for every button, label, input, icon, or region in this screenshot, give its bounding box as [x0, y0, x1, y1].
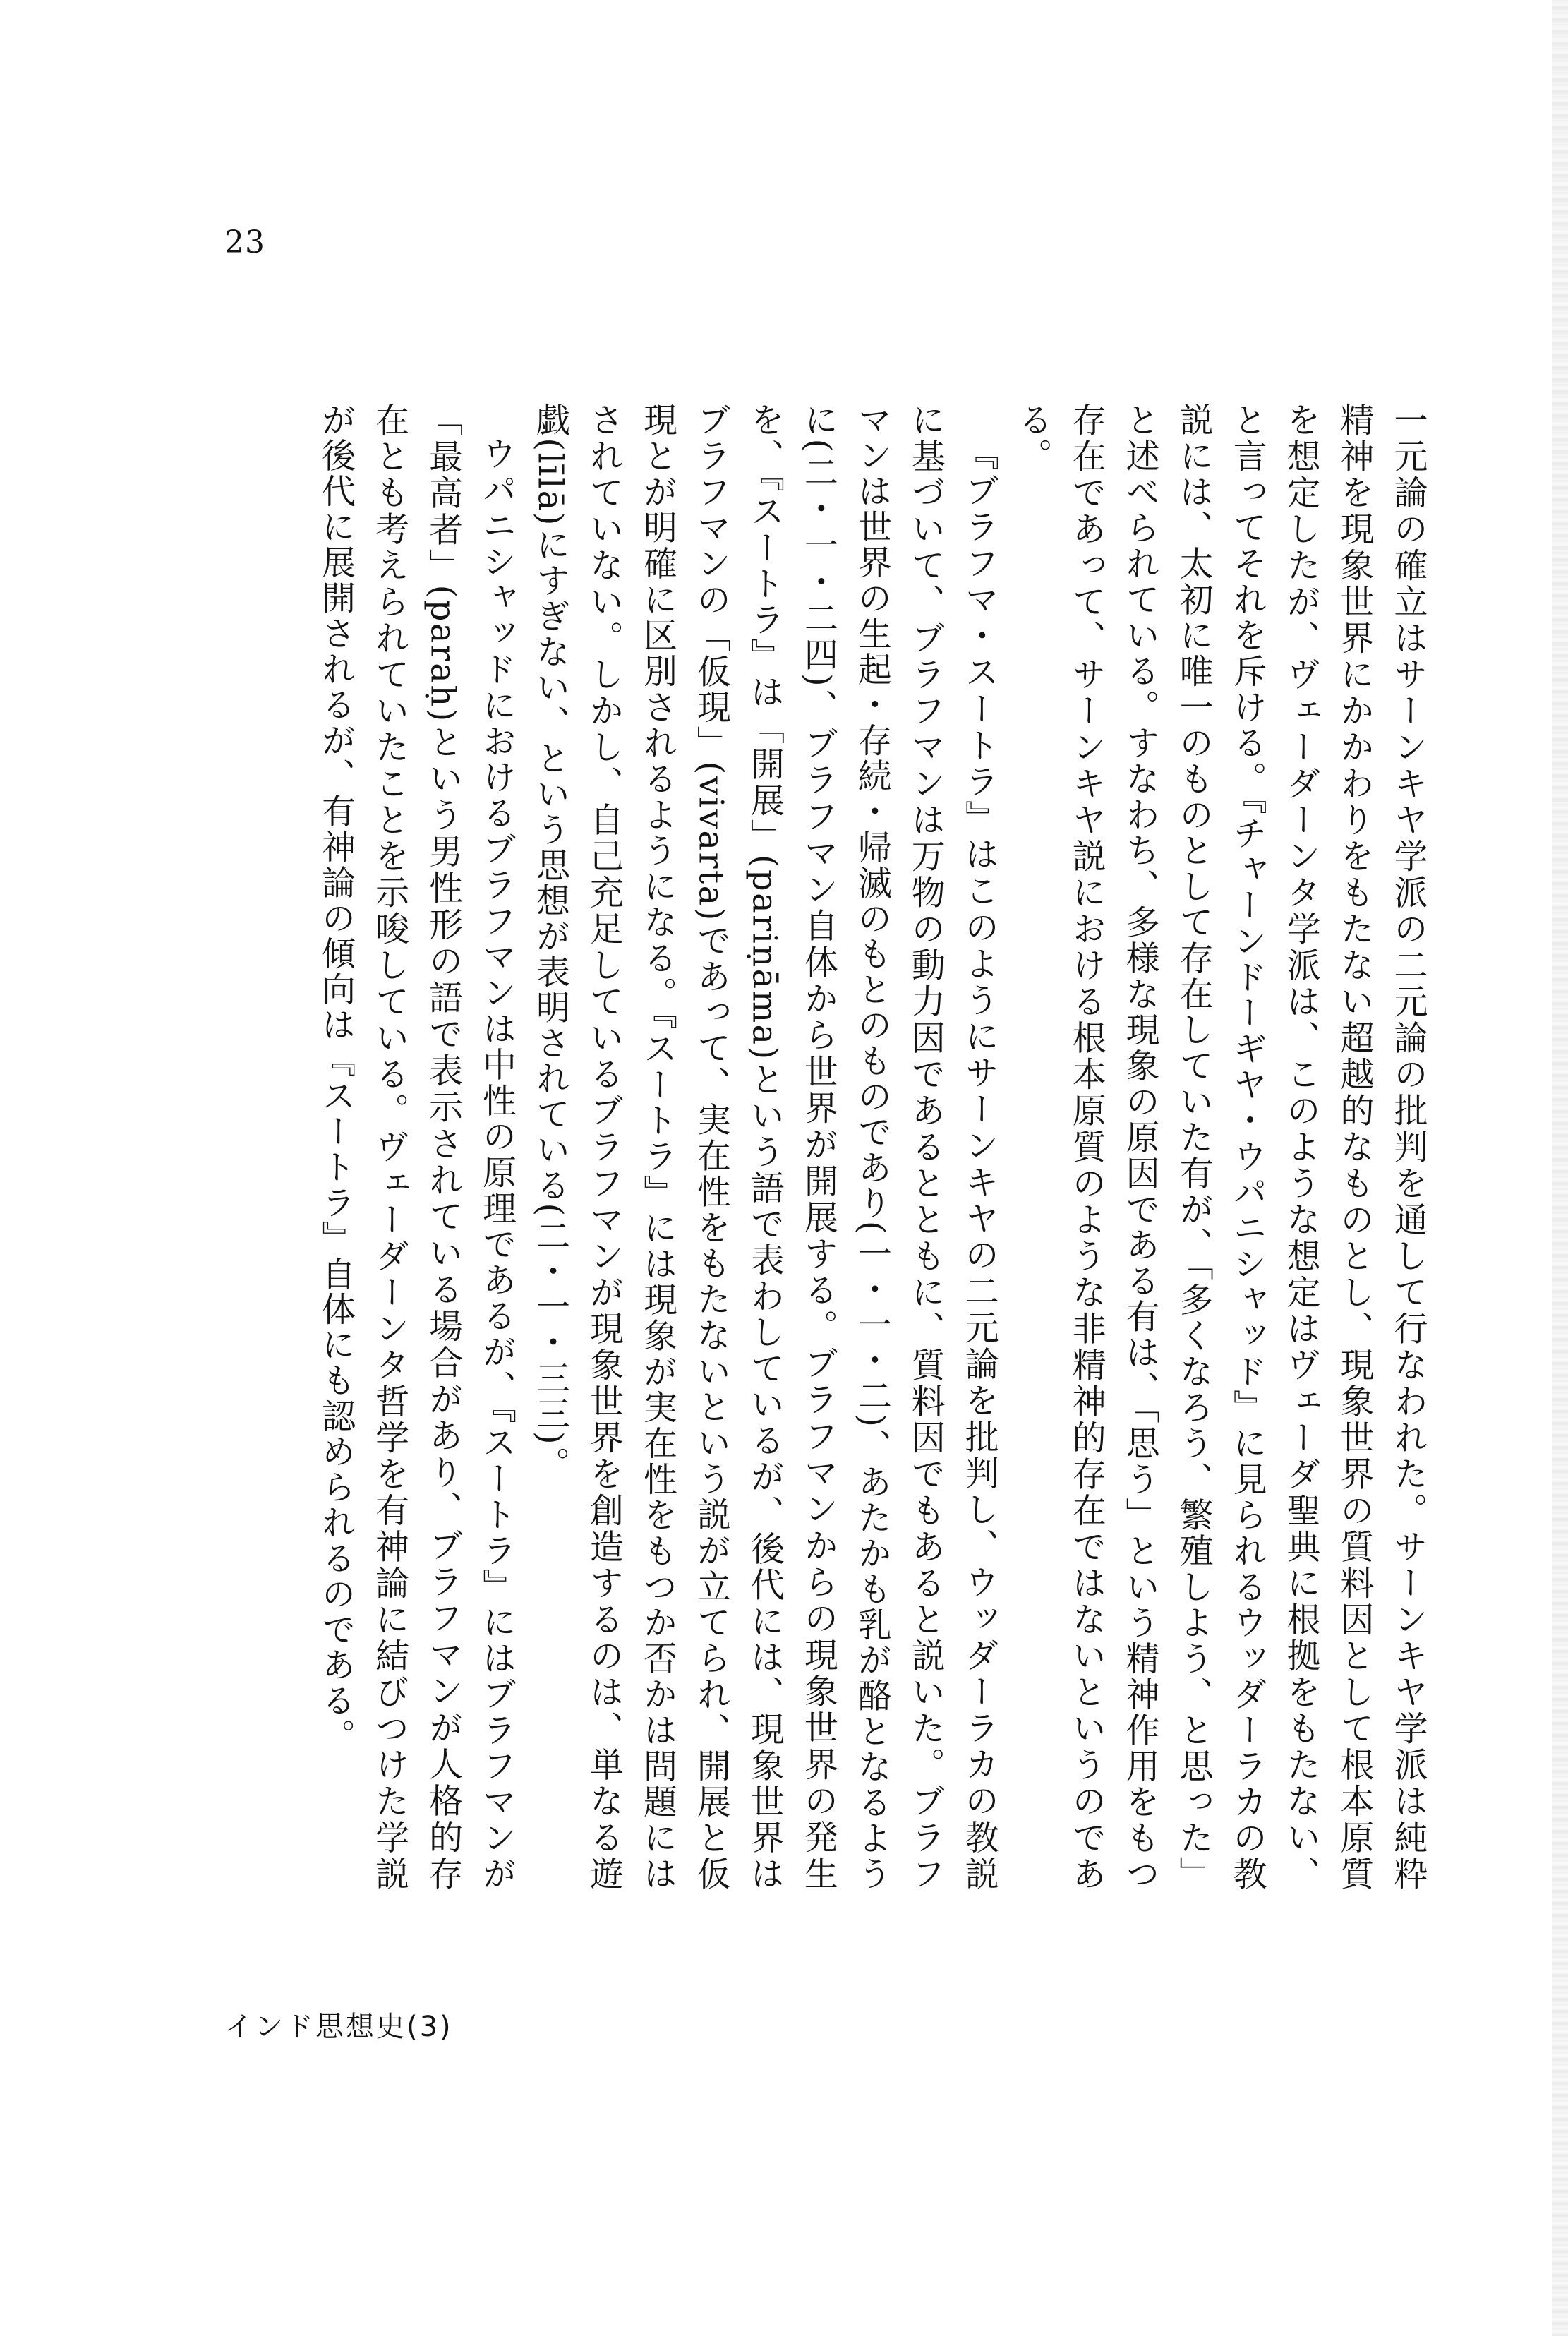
body-text [192, 402, 1434, 1891]
page-number: 23 [224, 224, 265, 260]
scan-edge-shading [1552, 0, 1568, 2336]
paragraph-3: ウパニシャッドにおけるブラフマンは中性の原理であるが、『スートラ』にはブラフマンが「最高者」(paraḥ)という男性形の語で表示されている場合があり、ブラフマンが人格的存在とも考えられていたことを示唆している。ヴェーダーンタ哲学を有神論に結びつけた学説が後代に展開されるが、有神論の傾向は『スートラ』自体にも認められるのである。 [315, 402, 517, 1891]
paragraph-2: 『ブラフマ・スートラ』はこのようにサーンキヤの二元論を批判し、ウッダーラカの教説に基づいて、ブラフマンは万物の動力因であるとともに、質料因でもあると説いた。ブラフマンは世界の生起・存続・帰滅のもとのものであり(一・一・二)、あたかも乳が酪となるように(二・一・二四)、ブラフマン自体から世界が開展する。ブラフマンからの現象世界の発生を、『スートラ』は「開展」(pariṇāma)という語で表わしているが、後代には、現象世界はブラフマンの「仮現」(vivarta)であって、実在性をもたないという説が立てられ、開展と仮現とが明確に区別されるようになる。『スートラ』には現象が実在性をもつか否かは問題にはされていない。しかし、自己充足しているブラフマンが現象世界を創造するのは、単なる遊戯(līlā)にすぎない、という思想が表明されている(二・一・三三)。 [530, 402, 999, 1891]
paragraph-1: 一元論の確立はサーンキヤ学派の二元論の批判を通して行なわれた。サーンキヤ学派は純粋精神を現象世界にかかわりをもたない超越的なものとし、現象世界の質料因として根本原質を想定したが、ヴェーダーンタ学派は、このような想定はヴェーダ聖典に根拠をもたない、と言ってそれを斥ける。『チャーンドーギヤ・ウパニシャッド』に見られるウッダーラカの教説には、太初に唯一のものとして存在していた有が、「多くなろう、繁殖しよう、と思った」と述べられている。すなわち、多様な現象の原因である有は、「思う」という精神作用をもつ存在であって、サーンキヤ説における根本原質のような非精神的存在ではないというのである。 [1013, 402, 1428, 1891]
running-footer: インド思想史(3) [224, 2011, 453, 2043]
